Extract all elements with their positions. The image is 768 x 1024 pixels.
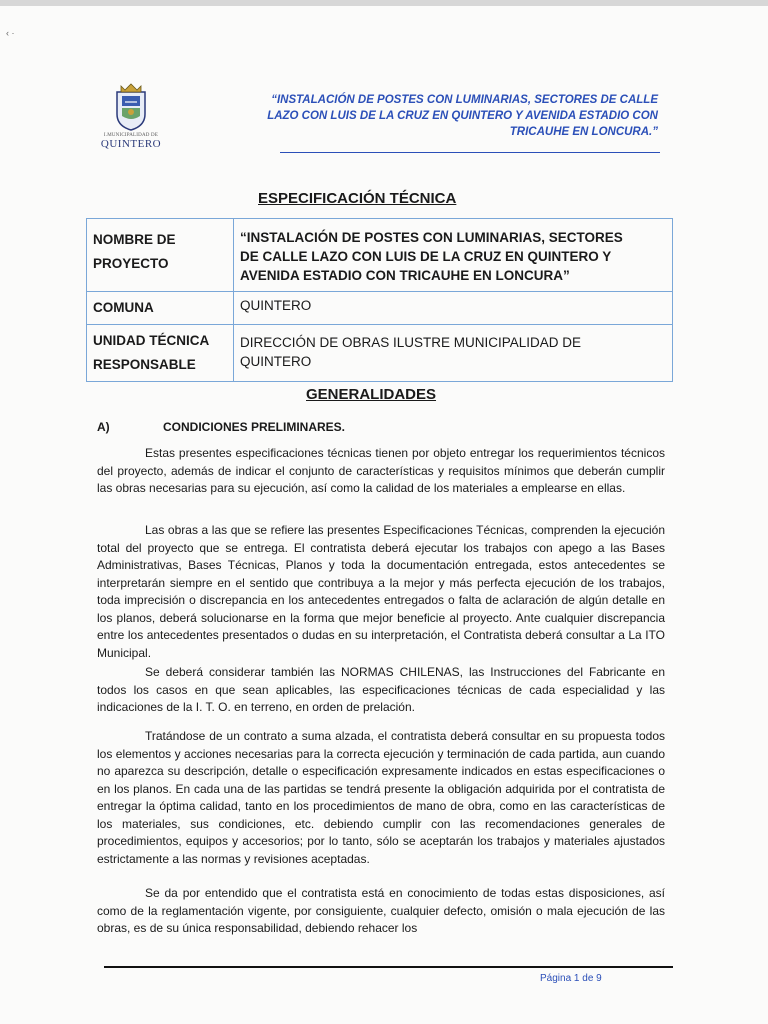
paragraph-text: Las obras a las que se refiere las presentes Especificaciones Técnicas, comprenden la ejecución total del proyecto que se entrega. El contratista deberá ejecutar los trabajos con apego a las Bases Administrativas, Bases Técnicas, Planos y toda la documentación entregada, estos antecedentes se interpretarán siempre en el sentido que contribuya a la mejor y más perfecta ejecución de los trabajos, toda imprecisión o discrepancia en los antecedentes entregados o falta de aclaración de algún detalle en los planos, deberá solucionarse en la forma que mejor beneficie al proyecto. Ante cualquier discrepancia entre los antecedentes presentados o dudas en su interpretación, el Contratista deberá consultar a La ITO Municipal. bbox=[97, 523, 665, 660]
label-line: UNIDAD TÉCNICA bbox=[93, 333, 210, 348]
label-line: PROYECTO bbox=[93, 256, 169, 271]
paragraph-text: Tratándose de un contrato a suma alzada, el contratista deberá consultar en su propuesta todos los elementos y acciones necesarias para la correcta ejecución y terminación de cada partida, aun cuando no aparezca su descripción, detalle o especificación expresamente indicados en estas especificaciones o en los planos. En cada una de las partidas se tendrá presente la obligación adquirida por el contratista de entregar la óptima calidad, tanto en los procedimientos de mano de obra, como en las características de los materiales, sus condiciones, etc. debiendo cumplir con las recomendaciones generales de procedimientos, equipos y accesorios; por lo tanto, sólo se aceptarán los trabajos y materiales ajustados estrictamente a las normas y revisiones aceptadas. bbox=[97, 729, 665, 866]
project-name-value bbox=[234, 219, 673, 292]
value-line: AVENIDA ESTADIO CON TRICAUHE EN LONCURA” bbox=[240, 268, 570, 283]
logo-caption: I.MUNICIPALIDAD DE bbox=[103, 133, 159, 138]
table-row bbox=[87, 292, 673, 325]
paragraph-text: Se deberá considerar también las NORMAS CHILENAS, las Instrucciones del Fabricante en todos los casos en que sean aplicables, las especificaciones técnicas de cada especialidad y las indicaciones de la I. T. O. en terreno, en orden de prelación. bbox=[97, 665, 665, 714]
paragraph bbox=[97, 664, 665, 717]
document-title: ESPECIFICACIÓN TÉCNICA bbox=[258, 190, 457, 207]
header-project-title bbox=[258, 92, 658, 140]
paragraph bbox=[97, 885, 665, 938]
crest-icon bbox=[111, 82, 151, 132]
header-title-line: “INSTALACIÓN DE POSTES CON LUMINARIAS, SECTORES DE CALLE bbox=[271, 94, 658, 106]
table-row bbox=[87, 325, 673, 382]
subsection-letter: A) bbox=[97, 420, 110, 434]
paragraph bbox=[97, 522, 665, 662]
scan-mark: ‹ · bbox=[6, 28, 15, 38]
scan-edge bbox=[0, 0, 768, 6]
footer-divider bbox=[104, 966, 673, 968]
header-title-line: LAZO CON LUIS DE LA CRUZ EN QUINTERO Y AVENIDA ESTADIO CON bbox=[267, 110, 658, 122]
paragraph bbox=[97, 728, 665, 868]
subsection-heading bbox=[97, 420, 345, 434]
value-line: “INSTALACIÓN DE POSTES CON LUMINARIAS, SECTORES bbox=[240, 230, 623, 245]
header-title-line: TRICAUHE EN LONCURA.” bbox=[509, 126, 658, 138]
section-title: GENERALIDADES bbox=[306, 386, 437, 403]
value-line: QUINTERO bbox=[240, 354, 312, 369]
value-line: DIRECCIÓN DE OBRAS ILUSTRE MUNICIPALIDAD DE bbox=[240, 335, 582, 350]
label-line: RESPONSABLE bbox=[93, 357, 196, 372]
table-row bbox=[87, 219, 673, 292]
paragraph-text: Estas presentes especificaciones técnicas tienen por objeto entregar los requerimientos técnicos del proyecto, además de indicar el conjunto de características y requisitos mínimos que deberán cumplir las obras necesarias para su ejecución, así como la calidad de los materiales a emplearse en ellas. bbox=[97, 446, 665, 495]
header-divider bbox=[280, 152, 660, 153]
project-name-label bbox=[87, 219, 234, 292]
unidad-label bbox=[87, 325, 234, 382]
unidad-value bbox=[234, 325, 673, 382]
paragraph bbox=[97, 445, 665, 498]
project-info-table bbox=[86, 218, 673, 382]
subsection-title: CONDICIONES PRELIMINARES. bbox=[163, 420, 346, 434]
label-line: NOMBRE DE bbox=[93, 232, 176, 247]
value-line: DE CALLE LAZO CON LUIS DE LA CRUZ EN QUINTERO Y bbox=[240, 249, 612, 264]
page-number: Página 1 de 9 bbox=[540, 973, 602, 984]
paragraph-text: Se da por entendido que el contratista está en conocimiento de todas estas disposiciones, así como de la reglamentación vigente, por consiguiente, cualquier defecto, omisión o mala ejecución de las obras, es de su única responsabilidad, debiendo rehacer los bbox=[97, 886, 665, 935]
comuna-value: QUINTERO bbox=[234, 292, 673, 325]
comuna-label: COMUNA bbox=[87, 292, 234, 325]
logo-name: QUINTERO bbox=[100, 138, 162, 150]
municipality-logo bbox=[96, 82, 166, 158]
